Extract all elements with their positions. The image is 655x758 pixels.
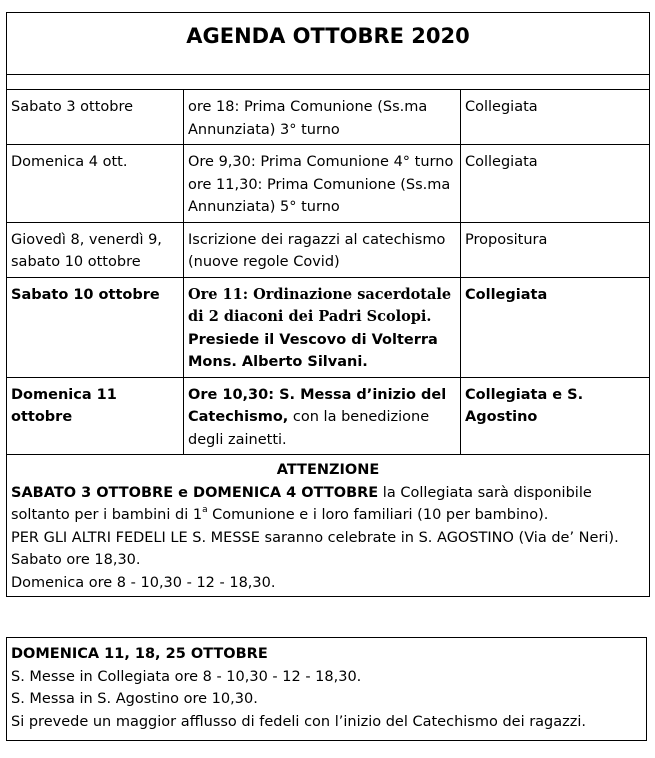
notice-row [7,455,650,597]
notice-text-end: Comunione e i loro familiari (10 per bambino). [207,507,549,523]
row-event [184,145,461,223]
row-place: Collegiata e S. Agostino [461,377,650,455]
row-event: ore 18: Prima Comunione (Ss.ma Annunziata) 3° turno [184,90,461,145]
agenda-table [6,12,650,597]
row-event-line: Ore 9,30: Prima Comunione 4° turno [188,154,454,170]
row-event: Iscrizione dei ragazzi al catechismo (nuove regole Covid) [184,222,461,277]
notice-line: Sabato ore 18,30. [11,552,141,568]
notice-heading: ATTENZIONE [276,462,380,478]
row-place: Propositura [461,222,650,277]
row-date: Sabato 3 ottobre [7,90,184,145]
notice-superscript: a [202,505,208,515]
page-title: AGENDA OTTOBRE 2020 [7,13,650,75]
notice-text: la Collegiata sarà disponibile soltanto per i bambini di 1 [11,484,592,523]
row-event-line: ore 11,30: Prima Comunione (Ss.ma Annunziata) 5° turno [188,176,451,215]
notice-paragraph [11,482,645,527]
row-event-bold: Ore 10,30: S. Messa d’inizio del Catechismo, [188,386,447,425]
sunday-line: S. Messe in Collegiata ore 8 - 10,30 - 12 - 18,30. [11,668,362,685]
sunday-heading: DOMENICA 11, 18, 25 OTTOBRE [11,646,268,662]
row-event-rest: con la benedizione degli zainetti. [188,409,430,448]
row-date: Domenica 11 ottobre [7,377,184,455]
row-event-bold: Presiede il Vescovo di Volterra Mons. Alberto Silvani. [188,331,438,370]
notice-box [7,455,650,597]
table-row [7,90,650,145]
sunday-line: S. Messa in S. Agostino ore 10,30. [11,691,258,707]
row-date: Giovedì 8, venerdì 9, sabato 10 ottobre [7,222,184,277]
notice-line: Domenica ore 8 - 10,30 - 12 - 18,30. [11,574,276,591]
row-place: Collegiata [461,145,650,223]
sunday-box [6,637,647,741]
row-date: Sabato 10 ottobre [7,277,184,377]
notice-line: PER GLI ALTRI FEDELI LE S. MESSE saranno celebrate in S. AGOSTINO (Via de’ Neri). [11,529,619,546]
row-place: Collegiata [461,277,650,377]
row-event-serif: Ore 11: Ordinazione sacerdotale di 2 diaconi dei Padri Scolopi. [188,285,452,325]
row-date: Domenica 4 ott. [7,145,184,223]
table-row [7,222,650,277]
notice-dates: SABATO 3 OTTOBRE e DOMENICA 4 OTTOBRE [11,484,379,501]
row-event [184,377,461,455]
row-event [184,277,461,377]
spacer-row [7,75,650,90]
table-row [7,277,650,377]
table-row [7,145,650,223]
table-row [7,377,650,455]
sunday-line: Si prevede un maggior afflusso di fedeli con l’inizio del Catechismo dei ragazzi. [11,713,587,730]
row-place: Collegiata [461,90,650,145]
